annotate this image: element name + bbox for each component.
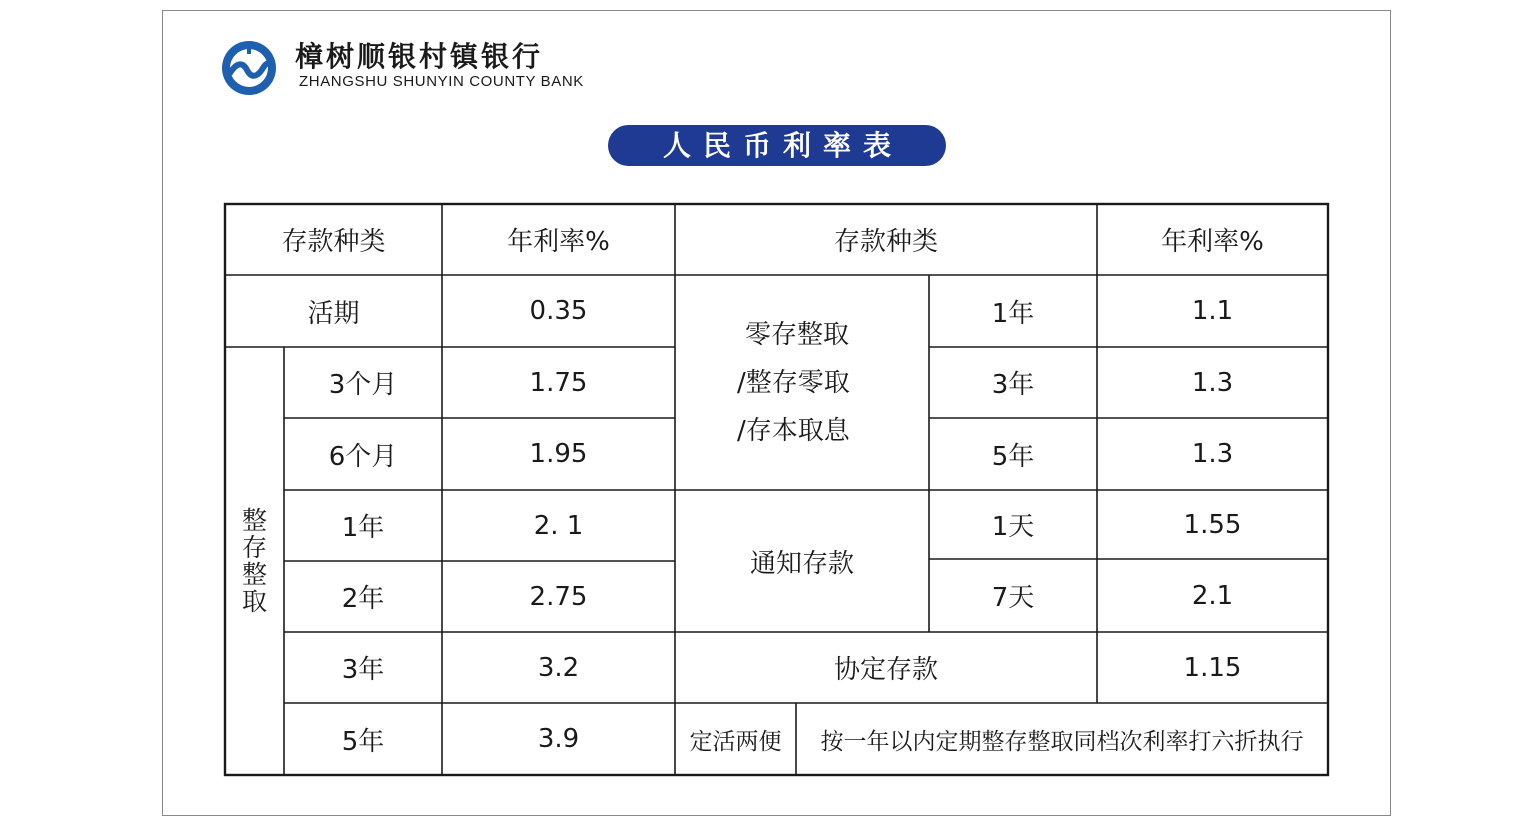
right-header-rate: 年利率% (1161, 227, 1264, 257)
flexible-note: 按一年以内定期整存整取同档次利率打六折执行 (820, 728, 1304, 755)
lump-rate: 1.3 (1191, 367, 1234, 398)
time-term: 6个月 (328, 441, 398, 472)
lump-label-line: /存本取息 (737, 415, 850, 446)
notice-rate: 2.1 (1191, 580, 1234, 611)
lump-term: 5年 (991, 441, 1035, 472)
right-header-type: 存款种类 (833, 227, 938, 257)
time-term: 3年 (341, 655, 385, 685)
demand-rate: 0.35 (529, 296, 588, 326)
lump-term: 3年 (991, 370, 1035, 400)
notice-rate: 1.55 (1183, 509, 1242, 540)
time-deposit-group-label (225, 347, 284, 775)
bank-name-en: ZHANGSHU SHUNYIN COUNTY BANK (299, 73, 584, 90)
lump-group-label (675, 275, 929, 490)
group-label-char: 取 (241, 587, 267, 616)
left-header-type: 存款种类 (281, 227, 386, 257)
time-rate: 2. 1 (533, 510, 584, 541)
lump-label-line: /整存零取 (737, 367, 850, 398)
left-header-rate: 年利率% (507, 227, 610, 257)
lump-label-line: 零存整取 (745, 319, 850, 350)
lump-term: 1年 (991, 298, 1035, 329)
time-rate: 2.75 (529, 581, 588, 612)
time-rate: 3.2 (537, 652, 580, 683)
lump-rate: 1.3 (1191, 439, 1234, 469)
demand-label: 活期 (307, 298, 360, 329)
time-term: 3个月 (328, 370, 398, 400)
time-rate: 1.75 (529, 367, 588, 398)
bank-name-cn: 樟树顺银村镇银行 (295, 40, 544, 73)
lump-rate: 1.1 (1191, 296, 1234, 326)
agreement-label: 协定存款 (833, 655, 938, 685)
notice-term: 7天 (991, 583, 1035, 613)
time-term: 2年 (341, 584, 385, 614)
notice-term: 1天 (991, 512, 1035, 542)
time-term: 5年 (341, 726, 385, 757)
group-label-char: 存 (241, 533, 267, 562)
agreement-rate: 1.15 (1183, 652, 1242, 683)
time-rate: 1.95 (529, 439, 588, 469)
page-title: 人民币利率表 (608, 125, 946, 166)
time-rate: 3.9 (537, 724, 580, 754)
flexible-label: 定活两便 (689, 728, 782, 755)
notice-group-label: 通知存款 (749, 548, 854, 579)
group-label-char: 整 (241, 506, 267, 535)
group-label-char: 整 (241, 560, 267, 589)
time-term: 1年 (341, 513, 385, 543)
